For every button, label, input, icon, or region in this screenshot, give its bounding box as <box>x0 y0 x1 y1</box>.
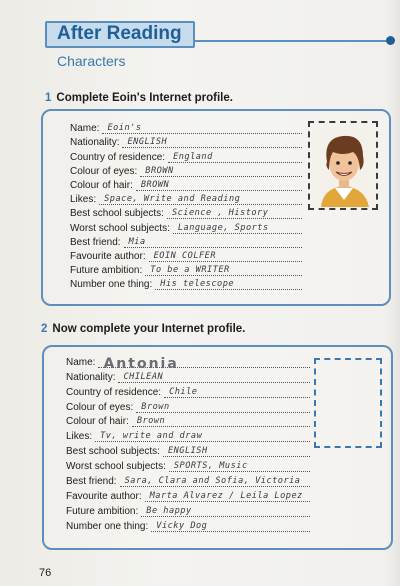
answer-line[interactable] <box>169 463 310 472</box>
answer-line[interactable] <box>168 151 302 163</box>
field-label: Future ambition: <box>66 505 139 517</box>
field-label: Colour of eyes: <box>66 401 134 413</box>
field-label: Best friend: <box>70 236 121 248</box>
answer-line[interactable] <box>164 386 310 398</box>
field-label: Country of residence: <box>66 386 162 398</box>
answer-line[interactable] <box>149 250 302 262</box>
profile-row <box>66 487 310 502</box>
section-title: Characters <box>57 53 126 69</box>
handwritten-answer: ENGLISH <box>127 137 168 148</box>
profile-row <box>70 177 302 191</box>
profile-row <box>70 191 302 205</box>
field-label: Worst school subjects: <box>70 222 170 234</box>
answer-line[interactable] <box>102 125 302 134</box>
field-label: Best school subjects: <box>66 446 160 458</box>
answer-line[interactable] <box>120 478 310 487</box>
answer-line[interactable] <box>122 139 302 148</box>
profile-row <box>70 120 302 134</box>
your-profile-form <box>66 353 310 532</box>
profile-row <box>66 502 310 517</box>
field-label: Name: <box>70 123 100 135</box>
eoin-photo-frame <box>308 121 378 210</box>
field-label: Colour of eyes: <box>70 165 138 177</box>
answer-line[interactable] <box>136 401 310 413</box>
handwritten-answer: CHILEAN <box>123 371 164 382</box>
page-number: 76 <box>39 567 52 579</box>
your-photo-frame <box>314 358 382 448</box>
field-label: Favourite author: <box>70 250 146 262</box>
field-label: Colour of hair: <box>66 416 129 428</box>
handwritten-answer: Chile <box>169 386 198 397</box>
field-label: Future ambition: <box>70 265 143 277</box>
profile-row <box>70 134 302 148</box>
profile-row <box>70 163 302 177</box>
profile-row <box>70 234 302 248</box>
answer-line[interactable] <box>151 520 310 532</box>
answer-line[interactable] <box>145 490 310 502</box>
field-label: Number one thing: <box>70 279 153 291</box>
page-title: After Reading <box>57 23 182 44</box>
answer-line[interactable] <box>141 505 310 517</box>
answer-line[interactable] <box>118 371 310 383</box>
header-dot <box>386 36 395 45</box>
answer-line[interactable] <box>99 196 302 205</box>
profile-row <box>66 517 310 532</box>
answer-line[interactable] <box>167 210 302 219</box>
field-label: Country of residence: <box>70 151 166 163</box>
profile-row <box>66 442 310 457</box>
profile-row <box>66 353 310 372</box>
handwritten-answer: Space, Write and Reading <box>104 194 241 205</box>
field-label: Best school subjects: <box>70 208 164 220</box>
eoin-profile-form <box>70 120 302 290</box>
profile-row <box>70 219 302 233</box>
handwritten-answer: BROWN <box>140 179 170 190</box>
field-label: Nationality: <box>70 137 120 149</box>
handwritten-answer: EOIN COLFER <box>153 250 217 261</box>
handwritten-answer: Brown <box>141 401 170 412</box>
field-label: Worst school subjects: <box>66 461 166 473</box>
field-label: Favourite author: <box>66 490 142 502</box>
answer-line[interactable] <box>124 236 302 248</box>
field-label: Likes: <box>66 431 93 443</box>
handwritten-answer: SPORTS, Music <box>173 461 248 472</box>
handwritten-answer: Brown <box>136 416 166 427</box>
handwritten-answer: Vicky Dog <box>156 520 208 531</box>
profile-row <box>70 148 302 162</box>
handwritten-answer: Science , History <box>171 208 269 219</box>
field-label: Best friend: <box>66 476 117 488</box>
handwritten-answer: Sara, Clara and Sofia, Victoria <box>124 476 301 487</box>
exercise-instruction: Complete Eoin's Internet profile. <box>56 92 233 104</box>
answer-line[interactable] <box>132 418 310 427</box>
exercise-2-heading <box>41 323 245 335</box>
exercise-1-heading <box>45 92 233 104</box>
profile-row <box>66 427 310 442</box>
answer-line[interactable] <box>163 448 310 457</box>
profile-row <box>70 262 302 276</box>
portrait-icon <box>313 126 375 207</box>
profile-row <box>70 276 302 290</box>
exercise-number: 2 <box>41 323 48 335</box>
field-label: Name: <box>66 356 96 368</box>
handwritten-answer: ENGLISH <box>167 446 208 457</box>
handwritten-answer: Tv, write and draw <box>100 431 203 442</box>
field-label: Number one thing: <box>66 520 149 532</box>
answer-line[interactable] <box>145 267 302 276</box>
handwritten-answer: Eoin's <box>107 123 142 134</box>
handwritten-answer: England <box>173 151 213 162</box>
profile-row <box>66 398 310 413</box>
handwritten-answer: Marta Alvarez / Leila Lopez <box>149 490 303 501</box>
profile-row <box>66 383 310 398</box>
handwritten-answer: To be a WRITER <box>150 265 230 276</box>
answer-line[interactable] <box>155 281 302 290</box>
handwritten-answer: Be happy <box>146 505 192 516</box>
profile-row <box>66 457 310 472</box>
field-label: Colour of hair: <box>70 179 133 191</box>
handwritten-answer: Language, Sports <box>177 222 269 233</box>
header-rule <box>195 40 390 42</box>
answer-line[interactable] <box>95 433 310 442</box>
answer-line[interactable] <box>173 222 302 234</box>
answer-line[interactable] <box>98 355 310 372</box>
field-label: Nationality: <box>66 371 116 383</box>
handwritten-answer: His telescope <box>160 279 235 290</box>
field-label: Likes: <box>70 194 97 206</box>
exercise-instruction: Now complete your Internet profile. <box>52 323 246 335</box>
profile-row <box>70 248 302 262</box>
handwritten-answer: Mia <box>128 236 146 247</box>
profile-row <box>66 413 310 428</box>
answer-line[interactable] <box>136 179 302 191</box>
profile-row <box>70 205 302 219</box>
answer-line[interactable] <box>140 165 302 177</box>
handwritten-answer: BROWN <box>145 165 174 176</box>
profile-row <box>66 472 310 487</box>
exercise-number: 1 <box>45 92 52 104</box>
handwritten-answer: Antonia <box>103 355 179 372</box>
